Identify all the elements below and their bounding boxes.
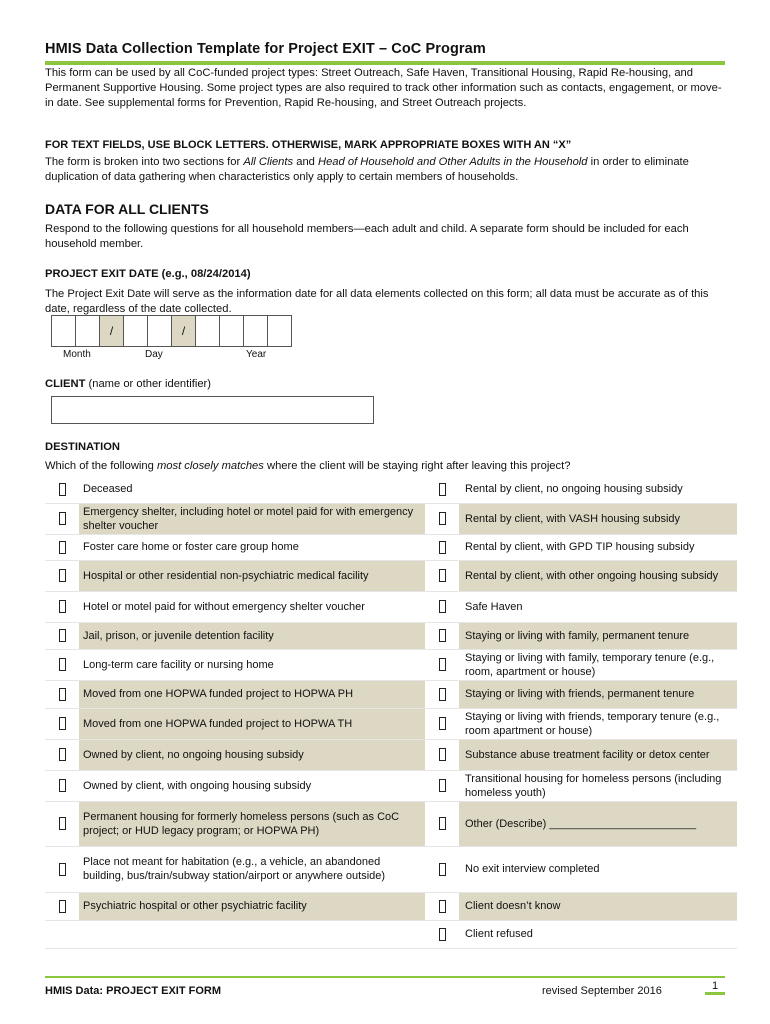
left-option-label: Foster care home or foster care group home: [83, 541, 299, 553]
right-option-label: Rental by client, with VASH housing subsidy: [465, 512, 681, 525]
left-option-checkbox[interactable]: [59, 658, 66, 671]
right-option-label: Staying or living with family, permanent tenure: [465, 629, 690, 642]
date-separator: /: [99, 315, 124, 347]
right-option-label: Staying or living with friends, permanent tenure: [465, 688, 695, 700]
destination-row: [45, 560, 737, 591]
right-option-checkbox[interactable]: [439, 483, 446, 496]
intro-paragraph: This form can be used by all CoC-funded project types: Street Outreach, Safe Haven, Transitional Housing, Rapid Re-housing, and Permanent Supportive Housing. Some project types are also required to track other information such as contacts, engagement, or move-in date. See supplemental forms for Prevention, Rapid Re-housing, and Street Outreach projects.: [45, 67, 722, 109]
right-option-checkbox[interactable]: [439, 688, 446, 701]
right-option-label: No exit interview completed: [465, 863, 600, 875]
year-label: Year: [246, 349, 267, 360]
day-label: Day: [145, 349, 163, 360]
right-option-label: Client refused: [465, 928, 533, 940]
destination-row: [45, 892, 737, 920]
right-option-checkbox[interactable]: [439, 863, 446, 876]
left-option-checkbox[interactable]: [59, 900, 66, 913]
client-name-field[interactable]: [51, 396, 374, 424]
left-option-label: Emergency shelter, including hotel or motel paid for with emergency shelter voucher: [83, 505, 414, 532]
client-label: CLIENT (name or other identifier): [45, 378, 212, 390]
year-digit-1-box[interactable]: [195, 315, 220, 347]
right-option-label: Other (Describe) ________________________: [465, 817, 697, 830]
footer-form-name: HMIS Data: PROJECT EXIT FORM: [45, 985, 222, 997]
right-option-label: Rental by client, with GPD TIP housing subsidy: [465, 541, 695, 553]
right-option-checkbox[interactable]: [439, 717, 446, 730]
right-option-label: Rental by client, with other ongoing housing subsidy: [465, 569, 719, 582]
right-option-label: Rental by client, no ongoing housing subsidy: [465, 483, 683, 496]
left-option-label: Jail, prison, or juvenile detention facility: [83, 629, 274, 642]
left-option-label: Hotel or motel paid for without emergency shelter voucher: [83, 600, 365, 613]
destination-row: [45, 920, 737, 948]
right-option-checkbox[interactable]: [439, 600, 446, 613]
left-option-label: Permanent housing for formerly homeless persons (such as CoC project; or HUD legacy program; or HOPWA PH): [83, 810, 400, 837]
form-title: HMIS Data Collection Template for Project EXIT – CoC Program: [45, 41, 486, 57]
right-option-checkbox[interactable]: [439, 569, 446, 582]
right-option-checkbox[interactable]: [439, 541, 446, 554]
footer-divider: [45, 976, 725, 978]
year-digit-2-box[interactable]: [219, 315, 244, 347]
left-option-label: Long-term care facility or nursing home: [83, 658, 274, 671]
destination-row: [45, 770, 737, 801]
left-option-label: Moved from one HOPWA funded project to HOPWA TH: [83, 717, 353, 730]
left-option-checkbox[interactable]: [59, 688, 66, 701]
destination-row: [45, 680, 737, 708]
right-option-checkbox[interactable]: [439, 928, 446, 941]
right-option-label: Client doesn’t know: [465, 900, 561, 912]
left-option-label: Place not meant for habitation (e.g., a vehicle, an abandoned building, bus/train/subway station/airport or anywhere outside): [83, 856, 386, 882]
year-digit-3-box[interactable]: [243, 315, 268, 347]
date-separator: /: [171, 315, 196, 347]
title-divider: [45, 61, 725, 65]
right-option-checkbox[interactable]: [439, 658, 446, 671]
right-option-checkbox[interactable]: [439, 748, 446, 761]
destination-options-table: [45, 476, 737, 949]
left-option-label: Owned by client, no ongoing housing subsidy: [83, 748, 304, 761]
left-option-checkbox[interactable]: [59, 748, 66, 761]
right-option-checkbox[interactable]: [439, 629, 446, 642]
sections-paragraph: The form is broken into two sections for All Clients and Head of Household and Other Adults in the Household in order to eliminate duplication of data gathering when characteristics only apply to certain members of households.: [45, 156, 689, 183]
left-option-label: Psychiatric hospital or other psychiatric facility: [83, 900, 307, 912]
page-number: 1: [705, 980, 725, 995]
left-option-checkbox[interactable]: [59, 512, 66, 525]
destination-question: Which of the following most closely matches where the client will be staying right after leaving this project?: [45, 460, 571, 472]
destination-row: [45, 622, 737, 649]
footer-revision: revised September 2016: [542, 985, 662, 997]
month-digit-1-box[interactable]: [51, 315, 76, 347]
destination-row: [45, 503, 737, 534]
right-option-checkbox[interactable]: [439, 900, 446, 913]
day-digit-2-box[interactable]: [147, 315, 172, 347]
right-option-label: Staying or living with friends, temporary tenure (e.g., room apartment or house): [465, 710, 720, 737]
right-option-checkbox[interactable]: [439, 817, 446, 830]
exit-date-field: [51, 315, 291, 347]
month-label: Month: [63, 349, 91, 360]
left-option-checkbox[interactable]: [59, 863, 66, 876]
date-field-labels: [51, 349, 311, 363]
left-option-label: Owned by client, with ongoing housing subsidy: [83, 779, 312, 792]
right-option-checkbox[interactable]: [439, 512, 446, 525]
destination-row: [45, 476, 737, 503]
destination-row: [45, 801, 737, 846]
left-option-label: Hospital or other residential non-psychiatric medical facility: [83, 569, 369, 582]
left-option-checkbox[interactable]: [59, 779, 66, 792]
exit-date-description: The Project Exit Date will serve as the information date for all data elements collected on this form; all data must be accurate as of this date, regardless of the date collected.: [45, 288, 709, 315]
section-description: Respond to the following questions for all household members—each adult and child. A separate form should be included for each household member.: [45, 223, 689, 250]
instructions-heading: FOR TEXT FIELDS, USE BLOCK LETTERS. OTHERWISE, MARK APPROPRIATE BOXES WITH AN “X”: [45, 139, 572, 151]
left-option-checkbox[interactable]: [59, 600, 66, 613]
year-digit-4-box[interactable]: [267, 315, 292, 347]
left-option-label: Deceased: [83, 483, 133, 496]
left-option-checkbox[interactable]: [59, 717, 66, 730]
day-digit-1-box[interactable]: [123, 315, 148, 347]
destination-label: DESTINATION: [45, 441, 120, 453]
destination-row: [45, 591, 737, 622]
left-option-checkbox[interactable]: [59, 541, 66, 554]
month-digit-2-box[interactable]: [75, 315, 100, 347]
right-option-label: Staying or living with family, temporary tenure (e.g., room, apartment or house): [465, 651, 715, 678]
exit-date-label: PROJECT EXIT DATE (e.g., 08/24/2014): [45, 268, 251, 280]
left-option-label: Moved from one HOPWA funded project to HOPWA PH: [83, 688, 354, 700]
left-option-checkbox[interactable]: [59, 483, 66, 496]
left-option-checkbox[interactable]: [59, 569, 66, 582]
right-option-label: Safe Haven: [465, 600, 523, 613]
right-option-label: Transitional housing for homeless persons (including homeless youth): [465, 772, 722, 799]
destination-row: [45, 534, 737, 560]
destination-row: [45, 649, 737, 680]
right-option-checkbox[interactable]: [439, 779, 446, 792]
section-title: DATA FOR ALL CLIENTS: [45, 201, 209, 217]
left-option-checkbox[interactable]: [59, 817, 66, 830]
right-option-label: Substance abuse treatment facility or detox center: [465, 748, 710, 761]
destination-row: [45, 739, 737, 770]
destination-row: [45, 708, 737, 739]
left-option-checkbox[interactable]: [59, 629, 66, 642]
destination-row: [45, 846, 737, 892]
